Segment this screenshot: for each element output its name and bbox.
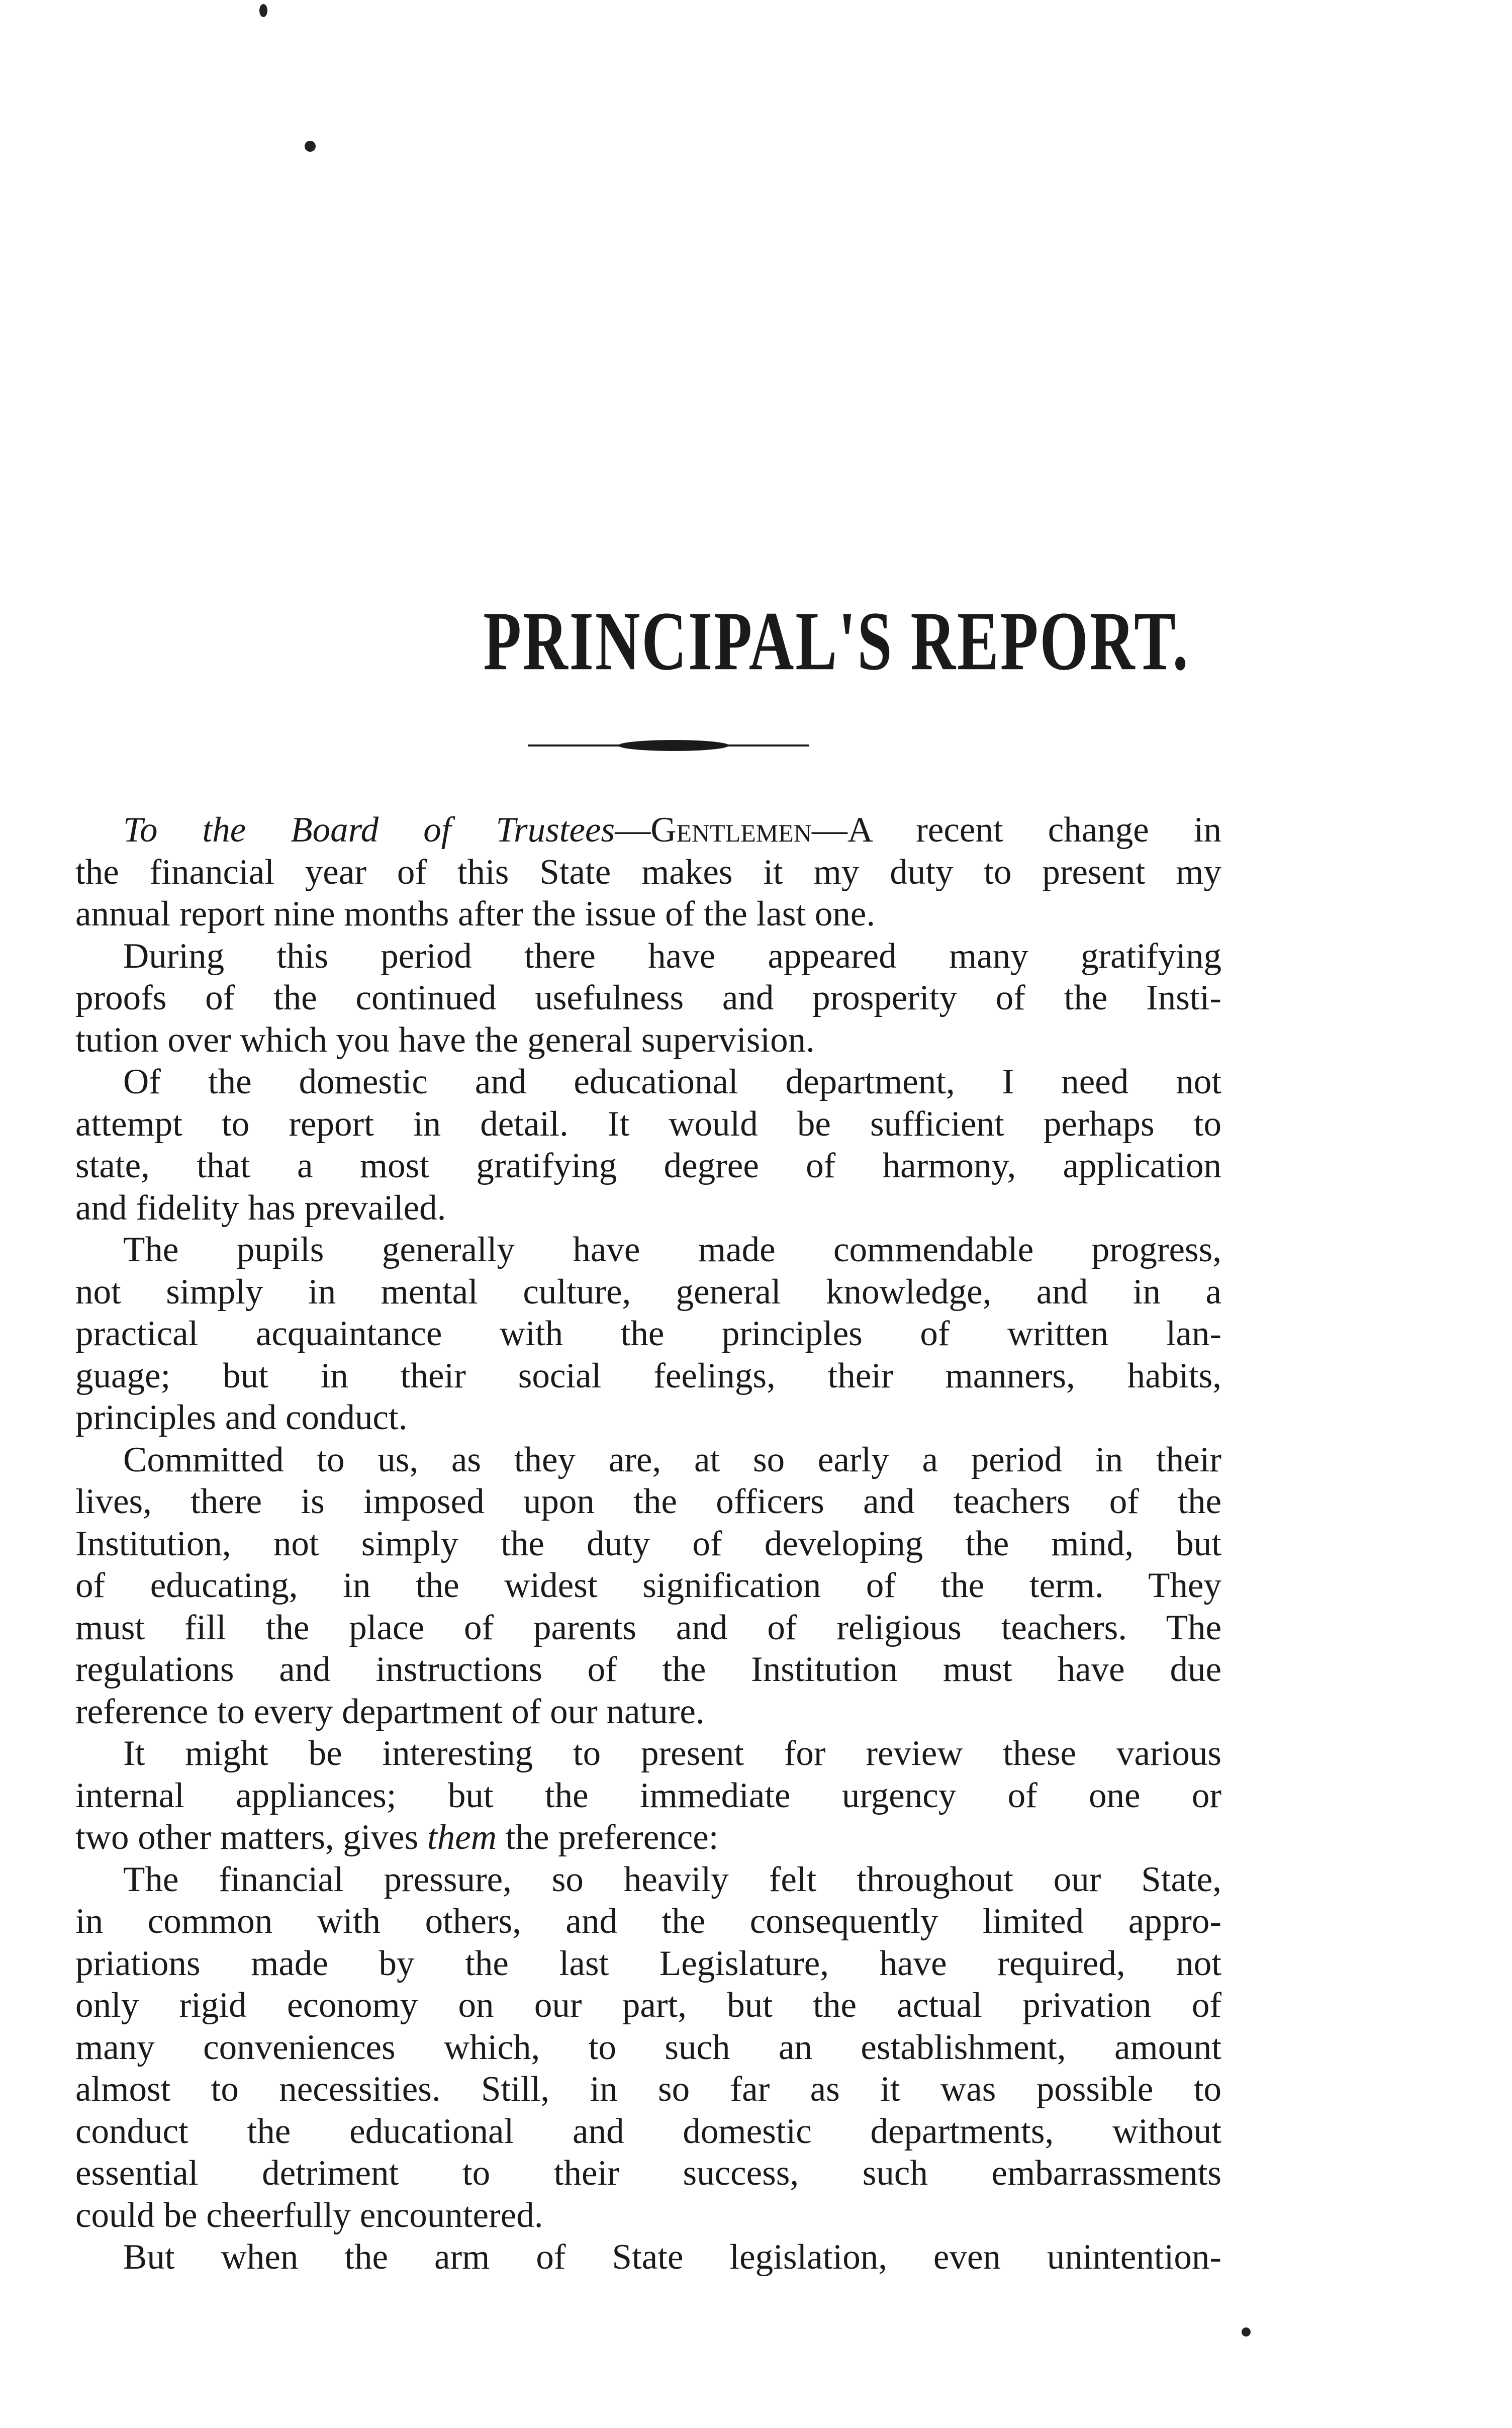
- salutation-dash: —: [811, 810, 847, 850]
- page-title: PRINCIPAL'S REPORT.: [483, 594, 1190, 688]
- text-line: in common with others, and the consequently limited appro-: [75, 1902, 1221, 1941]
- text-line: Institution, not simply the duty of developing the mind, but: [75, 1524, 1221, 1563]
- text-line: almost to necessities. Still, in so far as it was possible to: [75, 2070, 1221, 2109]
- text-line: and fidelity has prevailed.: [75, 1188, 446, 1228]
- text-line-emphasis: [75, 1817, 1221, 1859]
- report-body: [75, 809, 1221, 2279]
- text-line: internal appliances; but the immediate urgency of one or: [75, 1776, 1221, 1815]
- text-line: annual report nine months after the issue of the last one.: [75, 894, 876, 933]
- text-line: reference to every department of our nature.: [75, 1692, 705, 1731]
- text-fragment: two other matters, gives: [75, 1818, 427, 1857]
- text-line: state, that a most gratifying degree of harmony, application: [75, 1146, 1221, 1185]
- text-line: lives, there is imposed upon the officers and teachers of the: [75, 1482, 1221, 1521]
- text-line: not simply in mental culture, general knowledge, and in a: [75, 1272, 1221, 1312]
- text-line: must fill the place of parents and of religious teachers. The: [75, 1608, 1221, 1647]
- ink-speck: [1242, 2327, 1251, 2337]
- text-line: guage; but in their social feelings, their manners, habits,: [75, 1356, 1221, 1395]
- salutation-line: [75, 809, 1221, 852]
- text-line: only rigid economy on our part, but the actual privation of: [75, 1986, 1221, 2025]
- text-line: proofs of the continued usefulness and prosperity of the Insti-: [75, 978, 1221, 1017]
- emphasized-word: them: [427, 1818, 497, 1857]
- text-line: of educating, in the widest signification of the term. They: [75, 1566, 1221, 1605]
- text-line: conduct the educational and domestic departments, without: [75, 2111, 1221, 2151]
- salutation-addressee: To the Board of Trustees: [123, 810, 615, 850]
- text-line: essential detriment to their success, such embarrassments: [75, 2154, 1221, 2193]
- text-line: principles and conduct.: [75, 1398, 408, 1437]
- text-line: Committed to us, as they are, at so early a period in their: [123, 1440, 1221, 1479]
- text-line: attempt to report in detail. It would be sufficient perhaps to: [75, 1104, 1221, 1144]
- text-line: The pupils generally have made commendable progress,: [123, 1230, 1221, 1269]
- text-line: priations made by the last Legislature, have required, not: [75, 1943, 1221, 1983]
- text-line: many conveniences which, to such an establishment, amount: [75, 2027, 1221, 2067]
- salutation-greeting: Gentlemen: [650, 810, 812, 850]
- text-line: Of the domestic and educational department, I need not: [123, 1062, 1221, 1101]
- ink-speck: [259, 4, 267, 17]
- title-rule-ornament: [618, 740, 729, 751]
- salutation-dash: —: [615, 810, 651, 850]
- text-fragment: the preference:: [497, 1818, 719, 1857]
- salutation-rest: A recent change in: [847, 810, 1222, 850]
- text-line: the financial year of this State makes it my duty to present my: [75, 852, 1221, 892]
- text-line: The financial pressure, so heavily felt throughout our State,: [123, 1859, 1221, 1899]
- text-line: During this period there have appeared many gratifying: [123, 936, 1221, 976]
- text-line: practical acquaintance with the principles of written lan-: [75, 1314, 1221, 1353]
- text-line: It might be interesting to present for review these various: [123, 1734, 1221, 1773]
- text-line: But when the arm of State legislation, even unintention-: [123, 2237, 1221, 2277]
- text-line: tution over which you have the general supervision.: [75, 1020, 815, 1060]
- ink-speck: [305, 141, 316, 152]
- text-line: could be cheerfully encountered.: [75, 2195, 543, 2235]
- text-line: regulations and instructions of the Institution must have due: [75, 1650, 1221, 1689]
